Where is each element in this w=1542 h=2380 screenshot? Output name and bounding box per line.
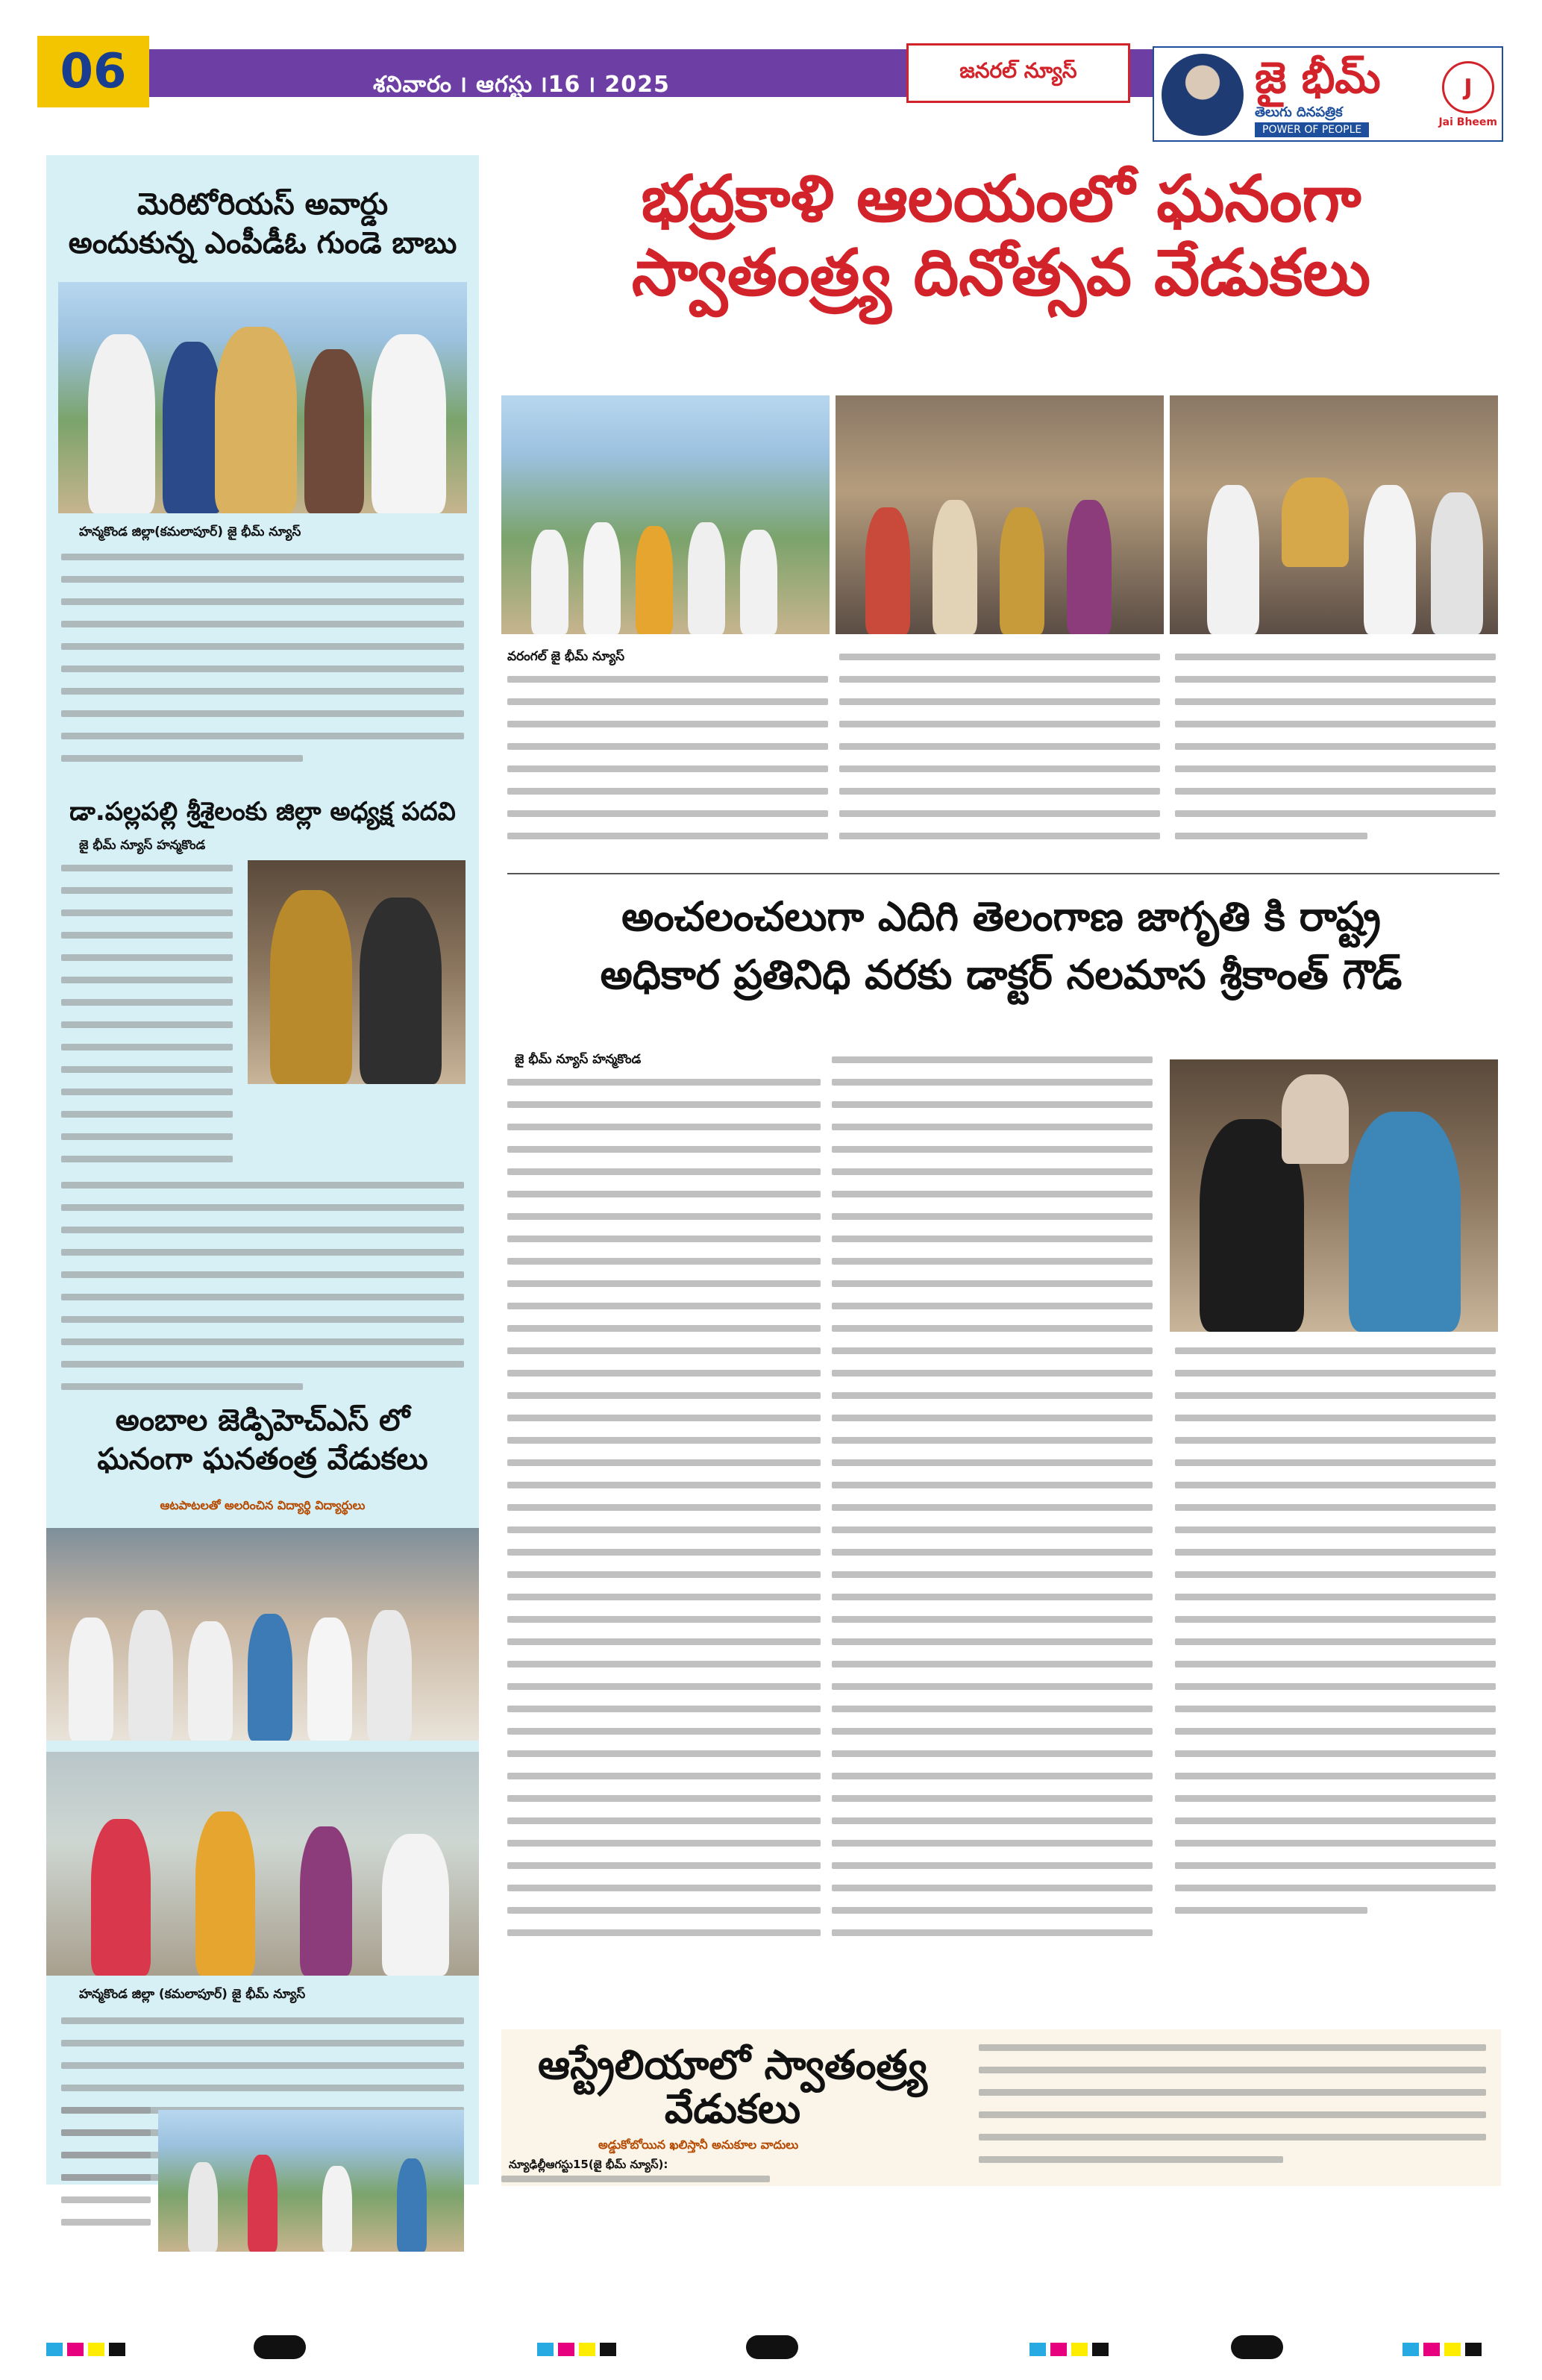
- page-number: 06: [37, 36, 149, 107]
- registration-pill-3: [1231, 2335, 1283, 2359]
- australia-byline: న్యూఢిల్లీఆగస్టు15(జై భీమ్ న్యూస్):: [509, 2158, 668, 2171]
- story2-photo: [248, 860, 466, 1084]
- registration-marks-mid: [537, 2343, 616, 2356]
- main-body-col1: [507, 671, 828, 851]
- story3-photo-1: [46, 1528, 479, 1741]
- story2-body-narrow: [61, 860, 233, 1174]
- masthead-tagline: POWER OF PEOPLE: [1255, 122, 1369, 137]
- ambedkar-portrait-icon: [1162, 54, 1244, 136]
- story3-kicker: ఆటపాటలతో అలరించిన విద్యార్థి విద్యార్థులు: [160, 1498, 366, 1512]
- story2-title: డా.పల్లపల్లి శ్రీశైలంకు జిల్లా అధ్యక్ష పదవి: [69, 797, 456, 827]
- masthead: [1153, 46, 1503, 142]
- main-headline: [501, 163, 1501, 310]
- second-body-col2: [832, 1052, 1153, 1947]
- left-sidebar: [46, 155, 479, 2185]
- second-photo: [1170, 1059, 1498, 1332]
- main-byline: వరంగల్ జై భీమ్ న్యూస్: [507, 649, 625, 664]
- story1-title-line2: అందుకున్న ఎంపీడీఓ గుండె బాబు: [68, 226, 457, 260]
- story2-body: [61, 1177, 464, 1401]
- australia-title-line2: వేడుకలు: [664, 2085, 801, 2133]
- masthead-title: జై భీమ్: [1255, 52, 1381, 103]
- story2-byline: జై భీమ్ న్యూస్ హన్మకొండ: [79, 838, 206, 853]
- masthead-subtitle: తెలుగు దినపత్రిక: [1255, 104, 1343, 120]
- main-headline-line1: భద్రకాళి ఆలయంలో ఘనంగా: [641, 162, 1361, 237]
- main-body-col3: [1175, 649, 1496, 851]
- registration-marks-left: [46, 2343, 125, 2356]
- story1-title-line1: మెరిటోరియస్ అవార్డు: [137, 187, 389, 222]
- australia-body-right: [979, 2040, 1486, 2174]
- page-header: [37, 36, 1156, 107]
- registration-pill-2: [746, 2335, 798, 2359]
- second-body-col1: [507, 1074, 821, 1947]
- registration-marks-far-right: [1402, 2343, 1482, 2356]
- story3-byline: హన్మకొండ జిల్లా (కమలాపూర్) జై భీమ్ న్యూస్: [79, 1987, 306, 2002]
- story3-photo-3: [158, 2110, 464, 2252]
- australia-body-left: [501, 2171, 949, 2193]
- story1-title: [46, 185, 479, 263]
- story3-title-line1: అంబాల జెడ్పిహెచ్ఎస్ లో: [115, 1403, 410, 1438]
- main-headline-line2: స్వాతంత్ర్య దినోత్సవ వేడుకలు: [631, 235, 1371, 310]
- second-headline-line2: అధికార ప్రతినిధి వరకు డాక్టర్ నలమాస శ్రీకాంత్ గౌడ్: [600, 951, 1402, 999]
- australia-story: [501, 2029, 1501, 2186]
- story1-photo: [58, 282, 467, 513]
- second-byline: జై భీమ్ న్యూస్ హన్మకొండ: [515, 1052, 642, 1067]
- story3-photo-2: [46, 1752, 479, 1976]
- story3-title: [46, 1401, 479, 1479]
- masthead-logo-text: Jai Bheem: [1438, 116, 1497, 128]
- australia-kicker: అడ్డుకోబోయిన ఖలిస్తానీ అనుకూల వాదులు: [598, 2138, 799, 2152]
- story3-body-narrow: [61, 2102, 151, 2237]
- second-body-col3: [1175, 1343, 1496, 1925]
- section-divider: [507, 873, 1499, 874]
- second-headline-line1: అంచలంచలుగా ఎదిగి తెలంగాణ జాగృతి కి రాష్ట్ర: [621, 893, 1381, 940]
- temple-photo-1: [501, 395, 830, 634]
- issue-date: శనివారం ౹ ఆగస్టు ౹16 ౹ 2025: [373, 72, 670, 98]
- story3-title-line2: ఘనంగా ఘనతంత్ర వేడుకలు: [97, 1442, 428, 1476]
- story1-byline: హన్మకొండ జిల్లా(కమలాపూర్) జై భీమ్ న్యూస్: [79, 524, 301, 539]
- second-headline: [501, 888, 1501, 1005]
- australia-title-line1: ఆస్ట్రేలియాలో స్వాతంత్ర్య: [538, 2041, 927, 2088]
- registration-pill-1: [254, 2335, 306, 2359]
- registration-marks-right: [1029, 2343, 1109, 2356]
- logo-icon: J: [1442, 61, 1494, 113]
- section-label: జనరల్ న్యూస్: [906, 43, 1130, 103]
- australia-title: [524, 2043, 941, 2132]
- temple-photo-2: [836, 395, 1164, 634]
- temple-photo-3: [1170, 395, 1498, 634]
- main-body-col2: [839, 649, 1160, 851]
- story1-body: [61, 549, 464, 773]
